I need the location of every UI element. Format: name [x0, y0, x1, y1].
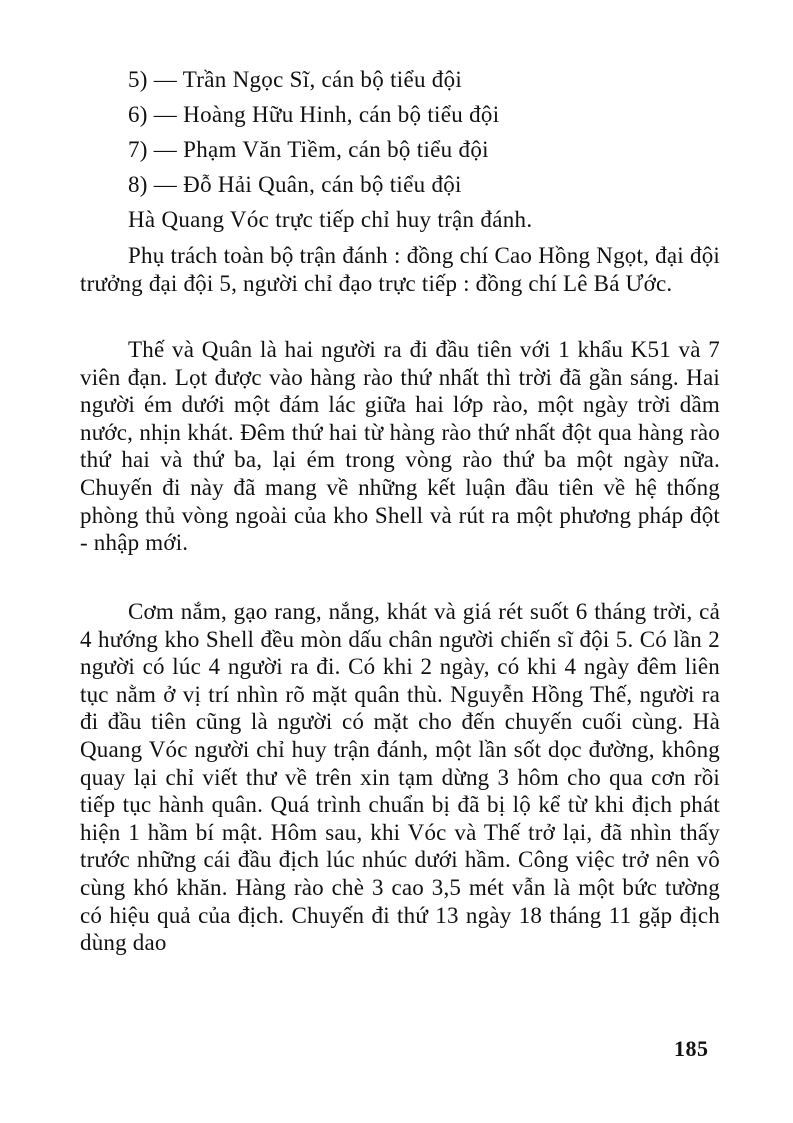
squad-member-list — [128, 62, 728, 202]
list-item: 8) — Đỗ Hải Quân, cán bộ tiểu đội — [128, 172, 462, 197]
list-item: 7) — Phạm Văn Tiềm, cán bộ tiểu đội — [128, 137, 489, 162]
paragraph: Phụ trách toàn bộ trận đánh : đồng chí Cao Hồng Ngọt, đại đội trưởng đại đội 5, người chỉ đạo trực tiếp : đồng chí Lê Bá Ước. — [80, 243, 720, 296]
list-item: 6) — Hoàng Hữu Hinh, cán bộ tiểu đội — [128, 102, 500, 127]
paragraph: Cơm nắm, gạo rang, nắng, khát và giá rét suốt 6 tháng trời, cả 4 hướng kho Shell đều mòn dấu chân người chiến sĩ đội 5. Có lần 2 người có lúc 4 người ra đi. Có khi 2 ngày, có khi 4 ngày đêm liên tục nằm ở vị trí nhìn rõ mặt quân thù. Nguyễn Hồng Thế, người ra đi đầu tiên cũng là người có mặt cho đến chuyến cuối cùng. Hà Quang Vóc người chỉ huy trận đánh, một lần sốt dọc đường, không quay lại chỉ viết thư về trên xin tạm dừng 3 hôm cho qua cơn rồi tiếp tục hành quân. Quá trình chuẩn bị đã bị lộ kể từ khi địch phát hiện 1 hầm bí mật. Hôm sau, khi Vóc và Thế trở lại, đã nhìn thấy trước những cái đầu địch lúc nhúc dưới hầm. Công việc trở nên vô cùng khó khăn. Hàng rào chè 3 cao 3,5 mét vẫn là một bức tường có hiệu quả của địch. Chuyến đi thứ 13 ngày 18 tháng 11 gặp địch dùng dao — [80, 599, 720, 956]
paragraph: Thế và Quân là hai người ra đi đầu tiên với 1 khẩu K51 và 7 viên đạn. Lọt được vào hàng rào thứ nhất thì trời đã gần sáng. Hai người ém dưới một đám lác giữa hai lớp rào, một ngày trời dầm nước, nhịn khát. Đêm thứ hai từ hàng rào thứ nhất đột qua hàng rào thứ hai và thứ ba, lại ém trong vòng rào thứ ba một ngày nữa. Chuyến đi này đã mang về những kết luận đầu tiên về hệ thống phòng thủ vòng ngoài của kho Shell và rút ra một phương pháp đột - nhập mới. — [80, 337, 720, 556]
list-item: 5) — Trần Ngọc Sĩ, cán bộ tiểu đội — [128, 67, 463, 92]
commander-line: Hà Quang Vóc trực tiếp chỉ huy trận đánh. — [128, 207, 533, 232]
page-number: 185 — [674, 1036, 709, 1061]
